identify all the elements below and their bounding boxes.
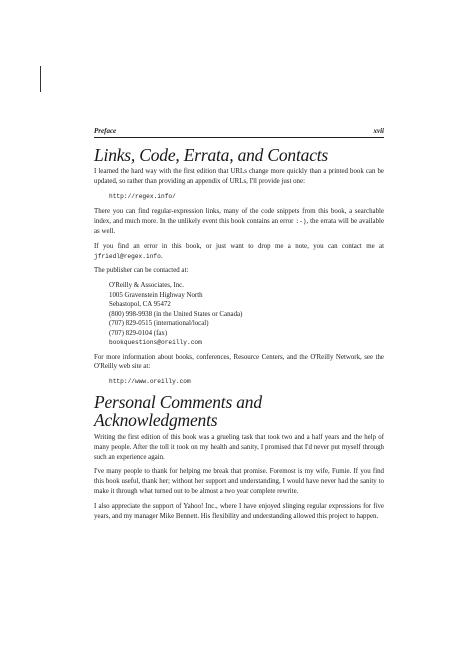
links-paragraph-1: I learned the hard way with the first edition that URLs change more quickly than a printed book can be updated, so rather than providing an appendix of URLs, I'll provide just one:: [94, 168, 384, 185]
header-rule: [94, 137, 384, 138]
links-paragraph-4: The publisher can be contacted at:: [94, 267, 189, 275]
publisher-email[interactable]: bookquestions@oreilly.com: [109, 339, 202, 347]
smiley-code: :-): [295, 218, 307, 226]
links-paragraph-5: For more information about books, conferences, Resource Centers, and the O'Reilly Network, see the O'Reilly web site at:: [94, 353, 384, 371]
acknowledgments-heading-line-2: Acknowledgments: [94, 410, 218, 431]
running-head: [94, 127, 384, 135]
margin-bar: [40, 66, 41, 92]
address-line: Sebastopol, CA 95472: [109, 301, 171, 309]
address-line: (707) 829-0515 (international/local): [109, 320, 209, 328]
links-paragraph-2: There you can find regular-expression links, many of the code snippets from this book, a searchable index, and much more. In the unlikely event this book contains an error :-), the errata will be available as well.: [94, 208, 384, 235]
acknowledgments-heading-line-1: Personal Comments and: [94, 392, 262, 413]
address-line: O'Reilly & Associates, Inc.: [109, 282, 184, 290]
address-line: (800) 998-9938 (in the United States or Canada): [109, 310, 243, 318]
page-body: [94, 146, 384, 526]
author-email[interactable]: jfriedl@regex.info: [94, 252, 161, 260]
ack-paragraph-3: I also appreciate the support of Yahoo! Inc., where I have enjoyed slinging regular expressions for five years, and my manager Mike Bennett. His flexibility and understanding allowed this project to happen.: [94, 502, 384, 520]
regex-info-url[interactable]: http://regex.info/: [109, 192, 176, 200]
links-heading: Links, Code, Errata, and Contacts: [94, 145, 329, 165]
ack-paragraph-1: Writing the first edition of this book was a grueling task that took two and a half years and the help of many people. After the toll it took on my health and sanity, I promised that I'd never put myself through such an experience again.: [94, 434, 384, 461]
links-paragraph-3: If you find an error in this book, or just want to drop me a note, you can contact me at jfriedl@regex.info.: [94, 242, 384, 260]
ack-paragraph-2: I've many people to thank for helping me break that promise. Foremost is my wife, Fumie. If you find this book useful, thank her; without her support and understanding, I would have never had the sanity to make it through what turned out to be almost a two year complete rewrite.: [94, 468, 384, 496]
acknowledgments-heading: [94, 393, 384, 429]
page-number: xvii: [373, 127, 384, 135]
address-line: (707) 829-0104 (fax): [109, 329, 168, 337]
publisher-address: [109, 281, 384, 348]
oreilly-url[interactable]: http://www.oreilly.com: [109, 378, 191, 386]
section-name: Preface: [94, 127, 117, 135]
address-line: 1005 Gravenstein Highway North: [109, 291, 203, 299]
